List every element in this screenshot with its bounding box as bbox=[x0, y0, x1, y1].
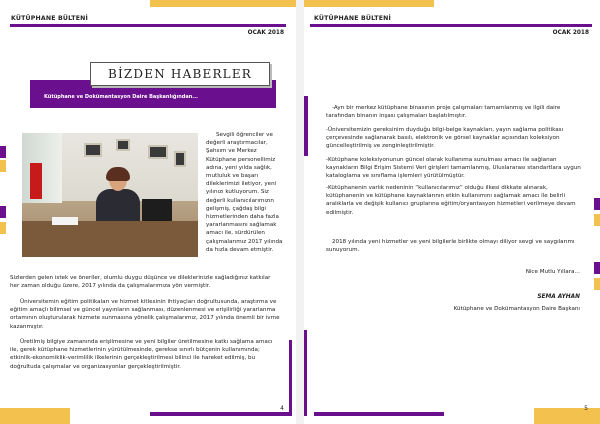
deco-block bbox=[0, 222, 6, 234]
issue-date: OCAK 2018 bbox=[552, 30, 589, 36]
paragraph-3: -Kütüphane koleksiyonunun güncel olarak kullanıma sunulması amacı ile sağlanan kaynakların Bilgi Erişim Sistemi Veri girişleri tamamlanmış, Uluslararası standartlara uygun kataloglama ve sınıflama işlemleri yürütülmüştür. bbox=[326, 157, 581, 180]
deco-block bbox=[594, 198, 600, 210]
header-divider bbox=[310, 24, 592, 27]
paragraph-3: Üretilmiş bilgiye zamanında erişilmesine ve yeni bilgiler üretilmesine katkı sağlama amacı ile, gerek kütüphane hizmetlerinin yürütülmesinde, gerekse sınırlı bütçenin kullanımında; etkinlik-ekonomiklik-verimlilik ilkelerinin gerçekleştirilmesi bilinci ile hareket edilmiş, bu doğrultuda çalışmalar ve organizasyonlar gerçekleştirilmiştir. bbox=[10, 339, 273, 370]
intro-text: Sevgili öğrenciler ve değerli araştırmacılar, Şahsım ve Merkez Kütüphane personellimiz adına, yeni yılda sağlık, mutluluk ve başarı dileklerimizi iletiyor, yeni yılınızı kutluyorum. Siz değerli kullanıcılarımızın gelişmiş, çağdaş bilgi hizmetlerinden daha fazla yararlanmasını sağlamak amacı ile, sürdürülen çalışmalarımız 2017 yılında da hızla devam etmiştir. bbox=[206, 132, 283, 253]
band-subtitle: Kütüphane ve Dokümantasyon Daire Başkanlığından... bbox=[44, 94, 198, 100]
deco-block bbox=[314, 412, 444, 416]
deco-block bbox=[594, 278, 600, 290]
signature-name: SEMA AYHAN bbox=[537, 294, 580, 300]
right-page bbox=[304, 0, 600, 424]
deco-block bbox=[534, 408, 600, 424]
bulletin-header: KÜTÜPHANE BÜLTENİ bbox=[11, 15, 89, 22]
paragraph-continuation: Sizlerden gelen istek ve öneriler, olumlu duygu düşünce ve dileklerinizle sağladığınız katkılar her zaman olduğu üzere, 2017 yılında da çalışmalarımıza yön vermiştir. bbox=[10, 275, 271, 290]
top-accent-bar bbox=[304, 0, 434, 7]
deco-block bbox=[594, 262, 600, 274]
office-photo bbox=[22, 133, 198, 257]
left-page bbox=[0, 0, 296, 424]
section-title: BİZDEN HABERLER bbox=[90, 62, 270, 86]
deco-block bbox=[0, 160, 6, 172]
page-number: 4 bbox=[280, 405, 284, 412]
paragraph-5: 2018 yılında yeni hizmetler ve yeni bilgilerle birlikte olmayı diliyor sevgi ve saygılarımı sunuyorum. bbox=[326, 239, 575, 254]
top-accent-bar bbox=[150, 0, 296, 7]
deco-block bbox=[594, 214, 600, 226]
deco-block bbox=[0, 146, 6, 158]
page-number: 5 bbox=[584, 405, 588, 412]
header-divider bbox=[10, 24, 286, 27]
deco-block bbox=[0, 206, 6, 218]
paragraph-1: -Ayrı bir merkez kütüphane binasının proje çalışmaları tamamlanmış ve ilgili daire tarafından binanın inşası çalışmaları başlatılmıştır. bbox=[326, 105, 561, 120]
deco-block bbox=[0, 408, 70, 424]
signature-title: Kütüphane ve Dokümantasyon Daire Başkanı bbox=[453, 306, 580, 312]
bulletin-header: KÜTÜPHANE BÜLTENİ bbox=[314, 15, 392, 22]
deco-block bbox=[304, 330, 307, 416]
paragraph-2: -Üniversitemizin gereksinim duyduğu bilgi-belge kaynakları, yayın sağlama politikası çerçevesinde sağlanarak basılı, elektronik ve görsel kaynaklar açısından koleksiyon güncelleştirilmiş ve zenginleştirilmiştir. bbox=[326, 127, 564, 150]
closing-wish: Nice Mutlu Yıllara… bbox=[525, 269, 580, 275]
paragraph-4: -Kütüphanenin varlık nedeninin “kullanıcılarımız” olduğu ilkesi dikkate alınarak, kütüphanenin ve kütüphane kaynaklarının etkin kullanımını sağlamak amacı ile belirli aralıklarla ve değişik kullanıcı gruplarına eğitim/oryantasyon hizmetleri verilmeye devam edilmiştir. bbox=[326, 185, 576, 216]
deco-block bbox=[289, 340, 292, 416]
issue-date: OCAK 2018 bbox=[247, 30, 284, 36]
paragraph-2: Üniversitemin eğitim politikaları ve hizmet kitlesinin ihtiyaçları doğrultusunda, araştırma ve eğitim amaçlı bilimsel ve güncel yayınların sağlanması, düzenlenmesi ve erişilirliği yararlanma ortamının oluşturularak hizmete sunmasına yönelik çalışmalarımız, 2017 yılında önemli bir ivme kazanmıştır. bbox=[10, 299, 280, 330]
deco-block bbox=[150, 412, 290, 416]
deco-block bbox=[304, 96, 308, 156]
